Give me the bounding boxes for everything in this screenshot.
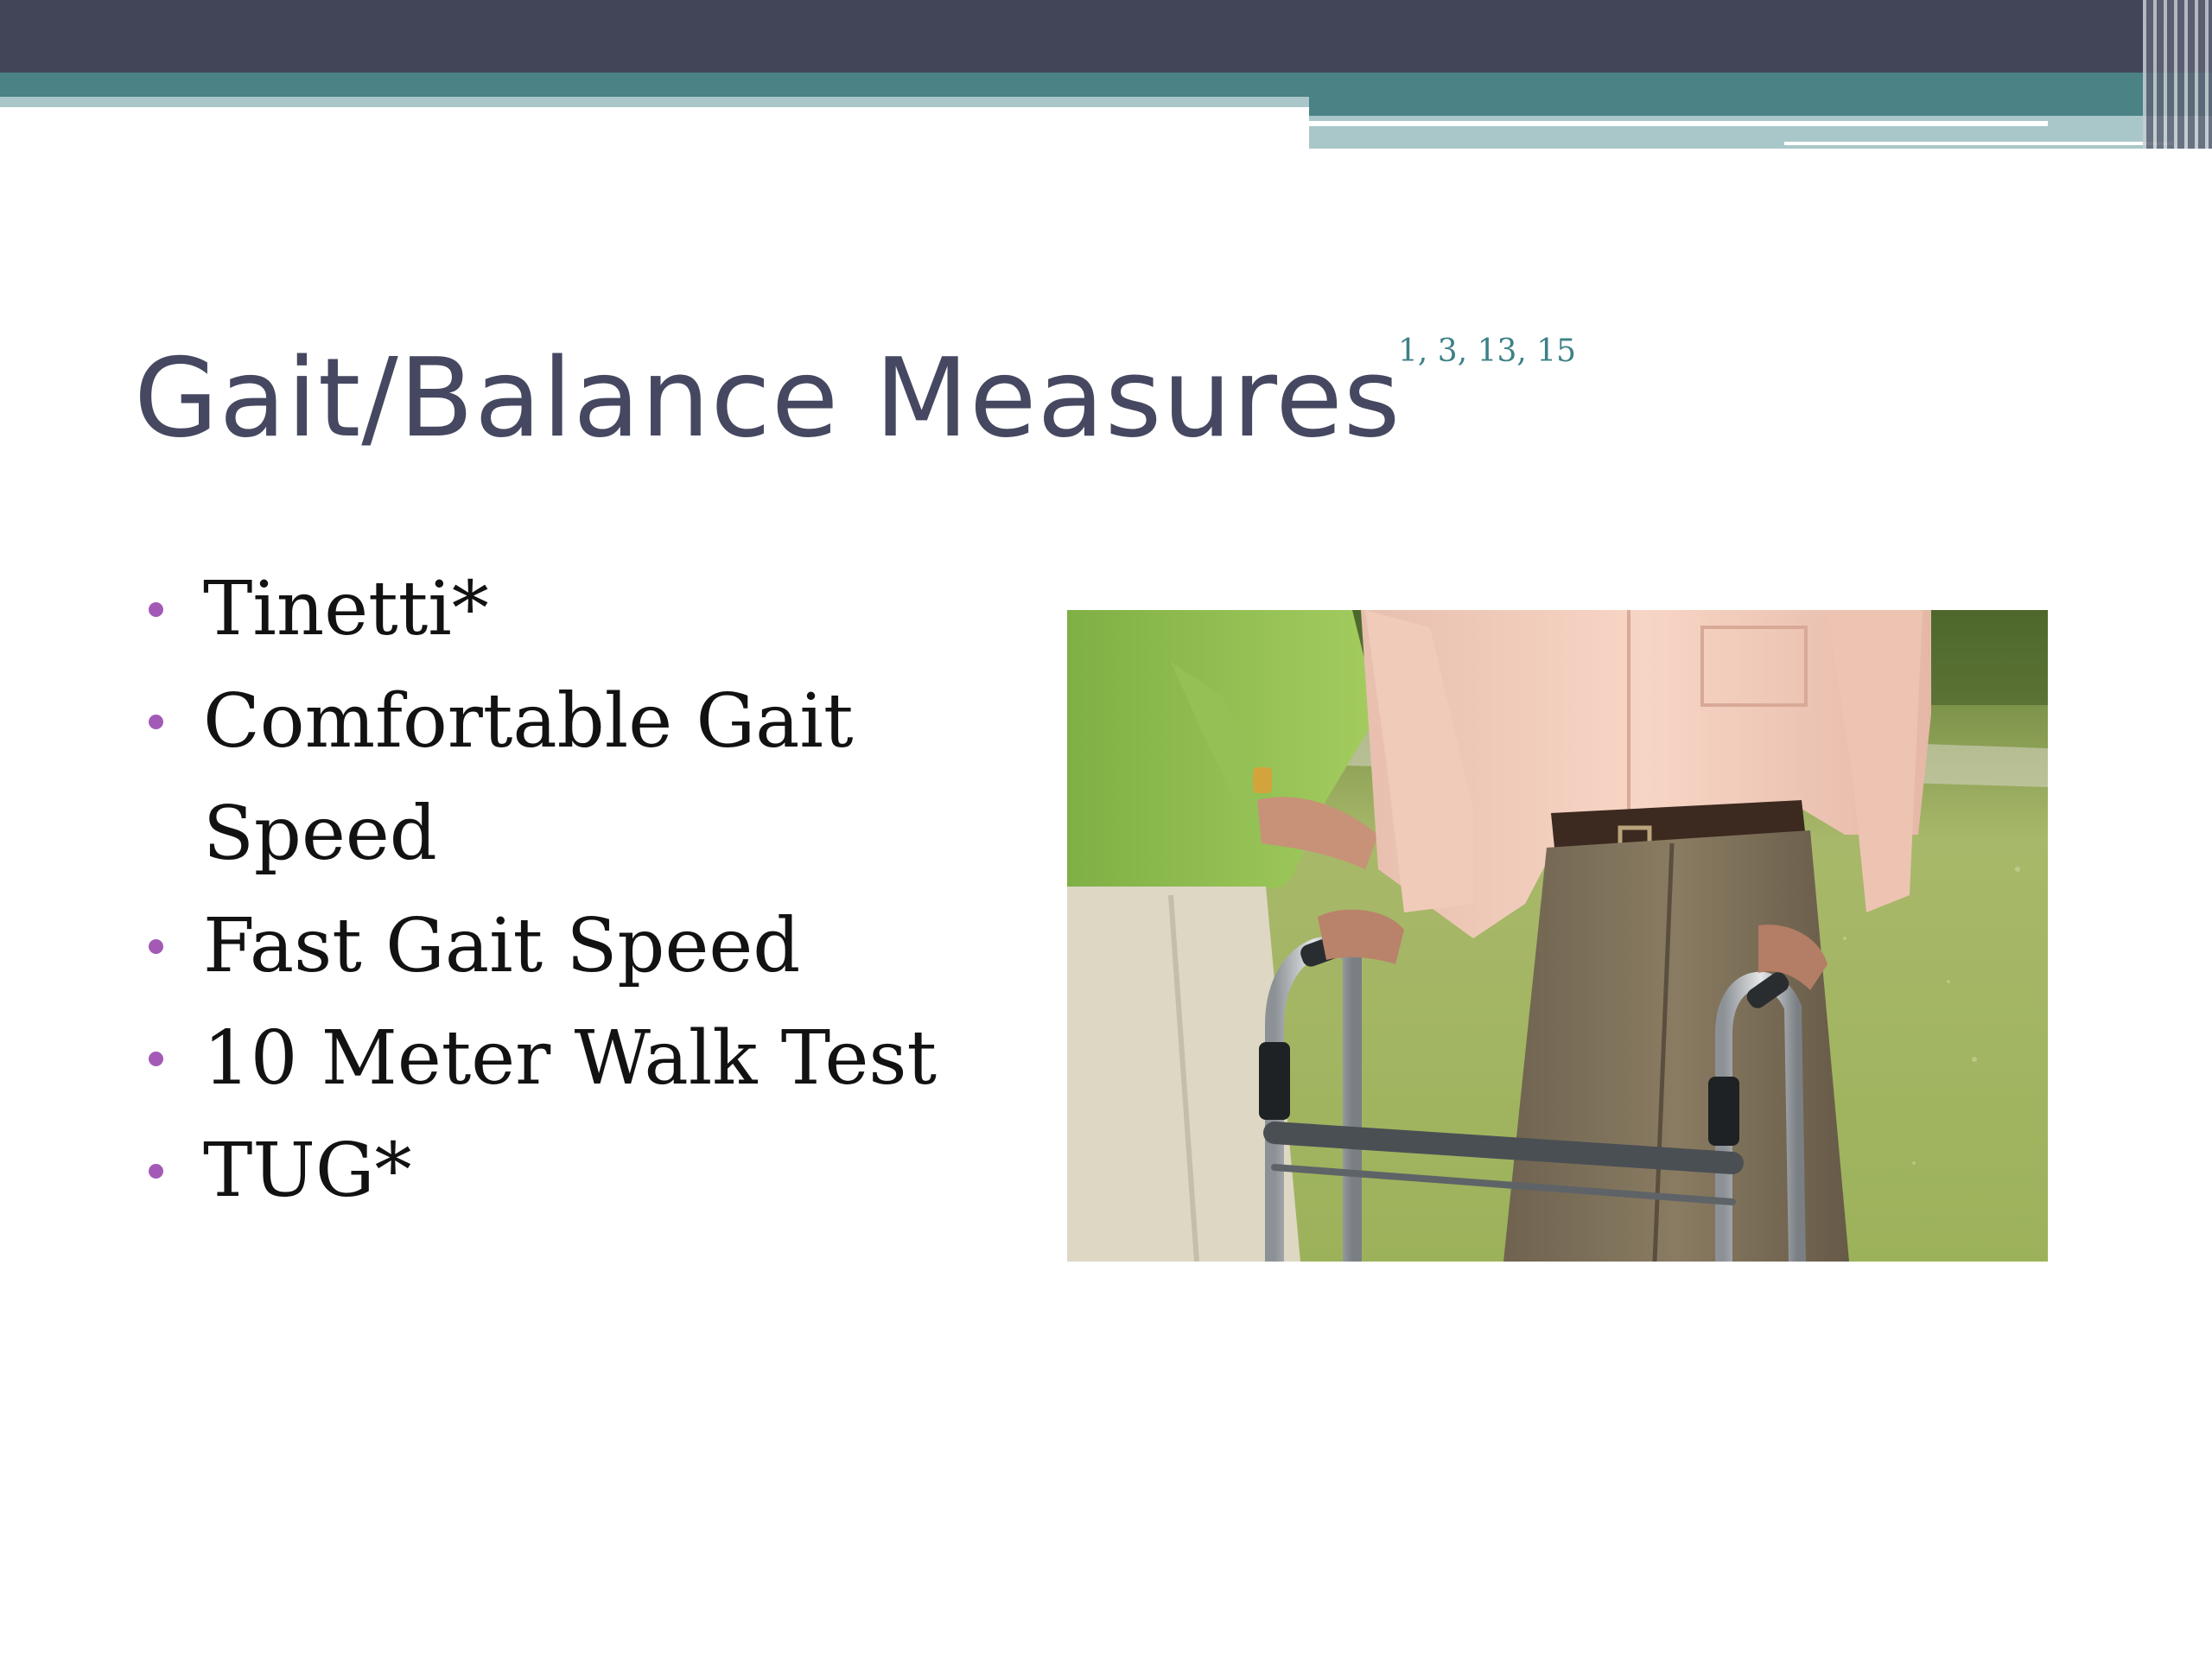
slide-title: Gait/Balance Measures <box>134 334 1402 461</box>
bullet-text: 10 Meter Walk Test <box>203 1015 938 1102</box>
bullet-marker-icon <box>149 1052 163 1066</box>
bullet-item <box>138 1115 1037 1227</box>
bullet-item <box>138 890 1037 1002</box>
bullet-text: TUG* <box>203 1128 412 1214</box>
bullet-item <box>138 1002 1037 1115</box>
bullet-marker-icon <box>149 939 163 954</box>
bullet-item <box>138 665 1037 890</box>
header-edge-stripes <box>2143 0 2212 149</box>
header-white-line <box>1309 121 2048 126</box>
bullet-item <box>138 553 1037 665</box>
bullet-marker-icon <box>149 1164 163 1179</box>
header-light-band-left <box>0 97 1309 107</box>
header-teal-band <box>0 73 2212 97</box>
bullet-marker-icon <box>149 715 163 729</box>
bullet-list <box>138 553 1037 1227</box>
reference-numbers: 1, 3, 13, 15 <box>1398 334 1577 369</box>
bullet-text: Fast Gait Speed <box>203 903 801 989</box>
elderly-man-with-walker-photo <box>1067 610 2048 1262</box>
bullet-marker-icon <box>149 602 163 617</box>
bullet-text: Comfortable Gait Speed <box>203 678 854 877</box>
bullet-text: Tinetti* <box>203 566 489 652</box>
header-white-line-short <box>1784 142 2173 145</box>
header-teal-band-right <box>1309 97 2212 116</box>
header-dark-band <box>0 0 2212 73</box>
